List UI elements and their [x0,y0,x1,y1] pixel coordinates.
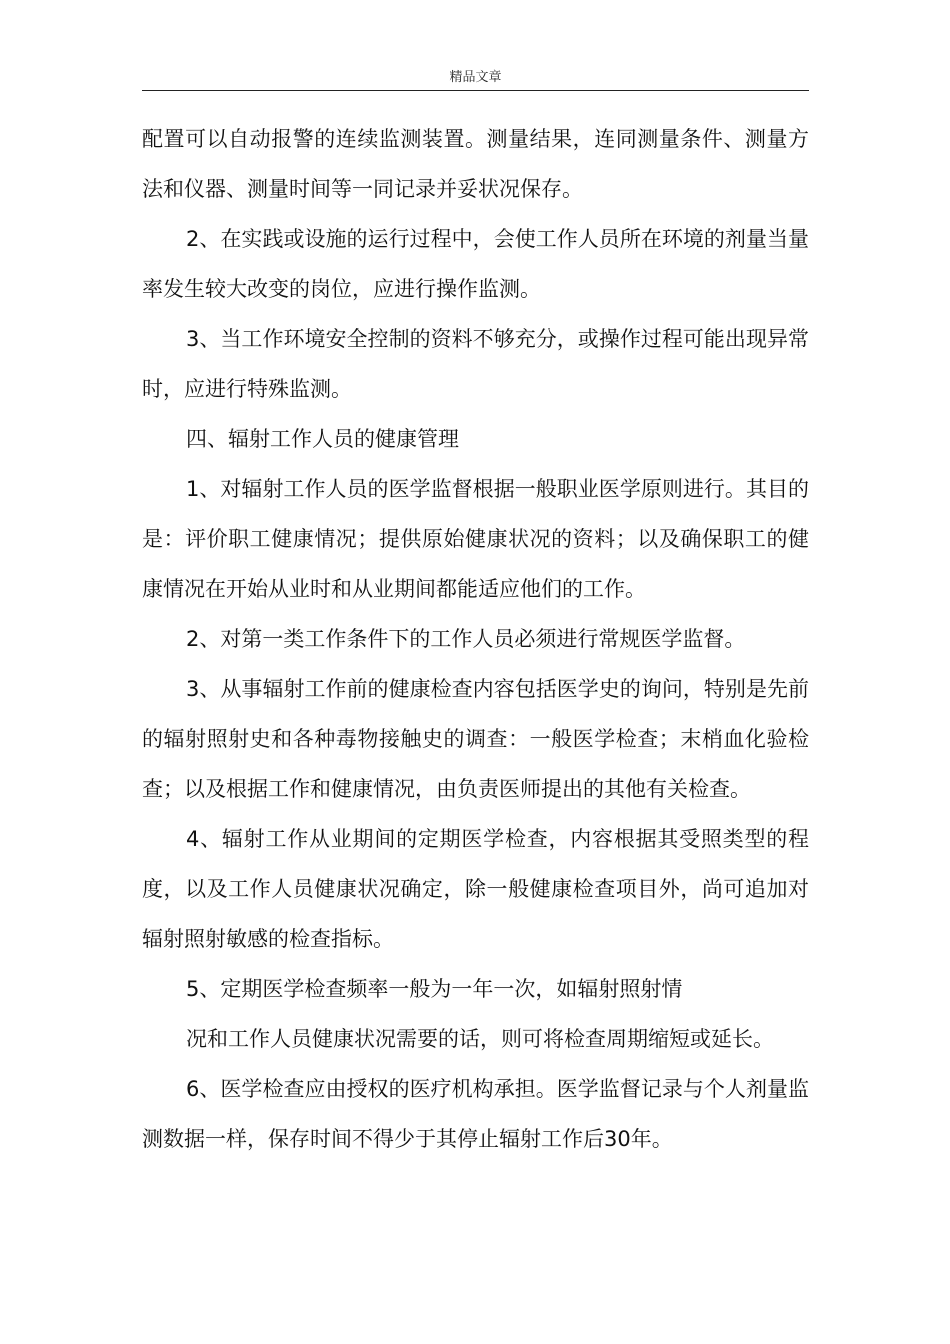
paragraph: 3、从事辐射工作前的健康检查内容包括医学史的询问，特别是先前的辐射照射史和各种毒物接触史的调查：一般医学检查；末梢血化验检查；以及根据工作和健康情况，由负责医师提出的其他有关检查。 [142,677,809,801]
paragraph: 4、辐射工作从业期间的定期医学检查，内容根据其受照类型的程度，以及工作人员健康状况确定，除一般健康检查项目外，尚可追加对辐射照射敏感的检查指标。 [142,827,809,951]
page-header [142,66,809,91]
document-body [142,114,809,1164]
header-title: 精品文章 [449,70,502,85]
paragraph: 1、对辐射工作人员的医学监督根据一般职业医学原则进行。其目的是：评价职工健康情况；提供原始健康状况的资料；以及确保职工的健康情况在开始从业时和从业期间都能适应他们的工作。 [142,477,809,601]
paragraph: 6、医学检查应由授权的医疗机构承担。医学监督记录与个人剂量监测数据一样，保存时间不得少于其停止辐射工作后30年。 [142,1077,809,1151]
paragraph: 配置可以自动报警的连续监测装置。测量结果，连同测量条件、测量方法和仪器、测量时间等一同记录并妥状况保存。 [142,127,809,201]
paragraph: 2、在实践或设施的运行过程中，会使工作人员所在环境的剂量当量率发生较大改变的岗位，应进行操作监测。 [142,227,809,301]
paragraph: 5、定期医学检查频率一般为一年一次，如辐射照射情 [186,977,683,1001]
section-heading: 四、辐射工作人员的健康管理 [186,427,459,451]
paragraph: 2、对第一类工作条件下的工作人员必须进行常规医学监督。 [186,627,746,651]
paragraph: 况和工作人员健康状况需要的话，则可将检查周期缩短或延长。 [186,1027,774,1051]
paragraph: 3、当工作环境安全控制的资料不够充分，或操作过程可能出现异常时，应进行特殊监测。 [142,327,809,401]
